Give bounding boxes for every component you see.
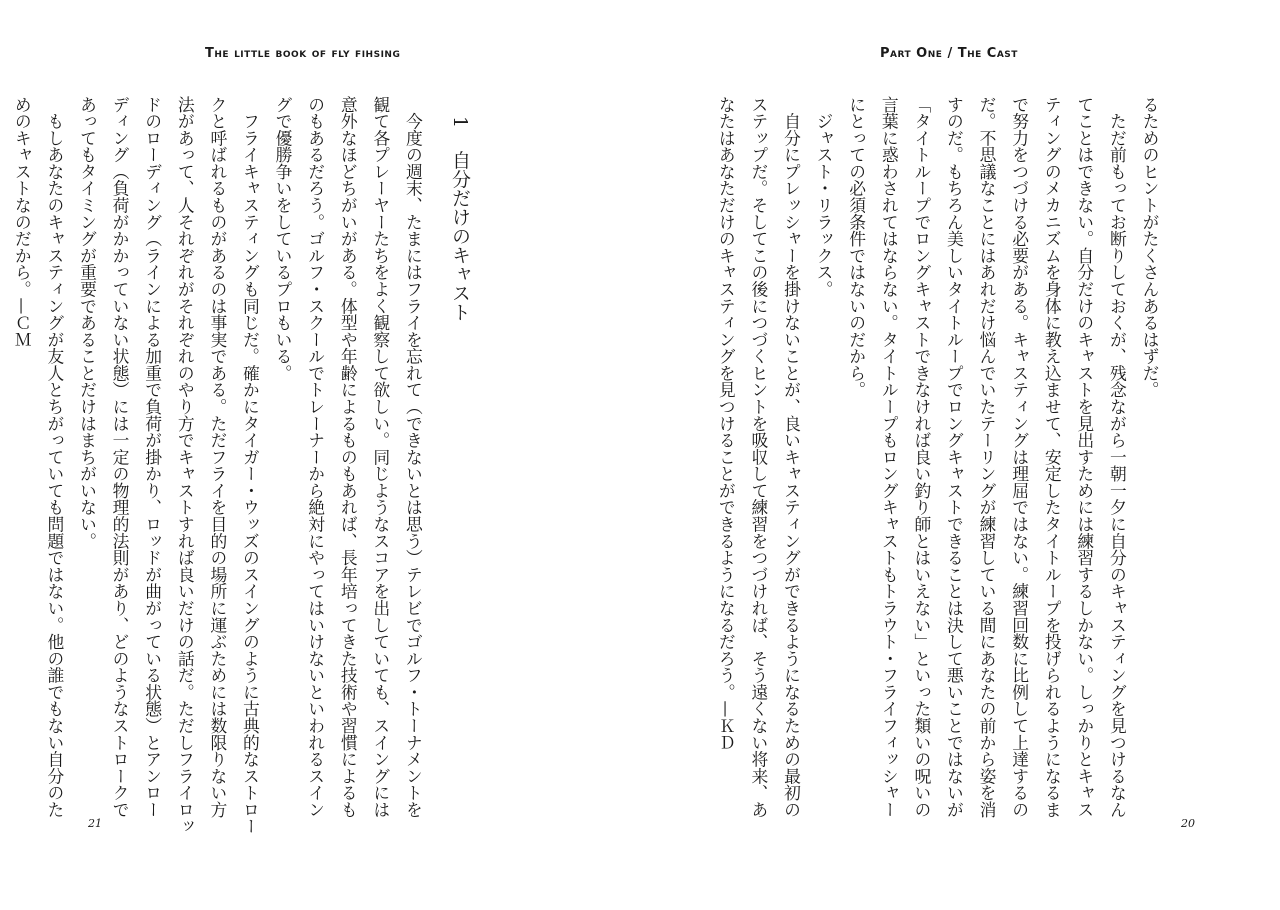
chapter-heading xyxy=(443,96,476,816)
page-number-left: 21 xyxy=(88,817,102,830)
body-column: 意外なほどちがいがある。体型や年齢によるものもあれば、長年培ってきた技術や習慣によるも xyxy=(338,96,359,818)
body-column: 観て各プレーヤーたちをよく観察して欲しい。同じようなスコアを出していても、スイングには xyxy=(370,96,391,818)
body-column: ディング（負荷がかかっていない状態）には一定の物理的法則があり、どのようなストロークで xyxy=(110,96,131,818)
body-column: るためのヒントがたくさんあるはずだ。 xyxy=(1140,96,1160,399)
running-head-left: The little book of fly fihsing xyxy=(205,46,401,61)
body-column: ティングのメカニズムを身体に教え込ませて、安定したタイトループを投げられるようになるま xyxy=(1042,96,1063,818)
body-column: 自分にプレッシャーを掛けないことが、良いキャスティングができるようになるための最初の xyxy=(781,96,802,818)
body-column: で努力をつづける必要がある。キャスティングは理屈ではない。練習回数に比例して上達するの xyxy=(1009,96,1030,818)
right-page-body xyxy=(716,96,1166,818)
right-page xyxy=(640,0,1280,910)
body-column: グで優勝争いをしているプロもいる。 xyxy=(273,96,294,382)
body-column: 言葉に惑わされてはならない。タイトループもロングキャストもトラウト・フライフィッシャー xyxy=(879,96,900,818)
body-column: めのキャストなのだから。—ＣＭ xyxy=(12,96,33,348)
body-column: ただ前もってお断りしておくが、残念ながら一朝一夕に自分のキャスティングを見つけるなん xyxy=(1107,96,1128,818)
body-column: すのだ。もちろん美しいタイトループでロングキャストできることは決して悪いことではないが xyxy=(944,96,965,818)
body-column: にとっての必須条件ではないのだから。 xyxy=(846,96,867,399)
body-column: ジャスト・リラックス。 xyxy=(814,96,835,298)
body-column: てことはできない。自分だけのキャストを見出すためには練習するしかない。しっかりとキャス xyxy=(1074,96,1095,818)
body-column: なたはあなただけのキャスティングを見つけることができるようになるだろう。—ＫＤ xyxy=(716,96,737,751)
body-column: 今度の週末、たまにはフライを忘れて（できないとは思う）テレビでゴルフ・トーナメントを xyxy=(403,96,424,818)
body-column: 法があって、人それぞれがそれぞれのやり方でキャストすれば良いだけの話だ。ただしフライロッ xyxy=(175,96,196,835)
chapter-number: 1 xyxy=(449,116,471,129)
body-column: 「タイトループでロングキャストできなければ良い釣り師とはいえない」といった類いの呪いの xyxy=(911,96,932,818)
page-number-right: 20 xyxy=(1181,817,1195,830)
body-column: あってもタイミングが重要であることだけはまちがいない。 xyxy=(77,96,98,550)
body-column: ステップだ。そしてこの後につづくヒントを吸収して練習をつづければ、そう遠くない将来、あ xyxy=(748,96,769,818)
body-column: クと呼ばれるものがあるのは事実である。ただフライを目的の場所に運ぶためには数限りない方 xyxy=(207,96,228,818)
running-head-right: Part One / The Cast xyxy=(880,46,1018,61)
body-column: のもあるだろう。ゴルフ・スクールでトレーナーから絶対にやってはいけないといわれるスイン xyxy=(305,96,326,818)
body-column: フライキャスティングも同じだ。確かにタイガー・ウッズのスイングのように古典的なストロー xyxy=(240,96,261,835)
body-column: ドのローディング（ラインによる加重で負荷が掛かり、ロッドが曲がっている状態）とアンロー xyxy=(142,96,163,818)
body-column: もしあなたのキャスティングが友人とちがっていても問題ではない。他の誰でもない自分のた xyxy=(44,96,65,818)
chapter-title: 自分だけのキャスト xyxy=(449,150,471,322)
body-column: だ。不思議なことにはあれだけ悩んでいたテーリングが練習している間にあなたの前から姿を消 xyxy=(977,96,998,818)
